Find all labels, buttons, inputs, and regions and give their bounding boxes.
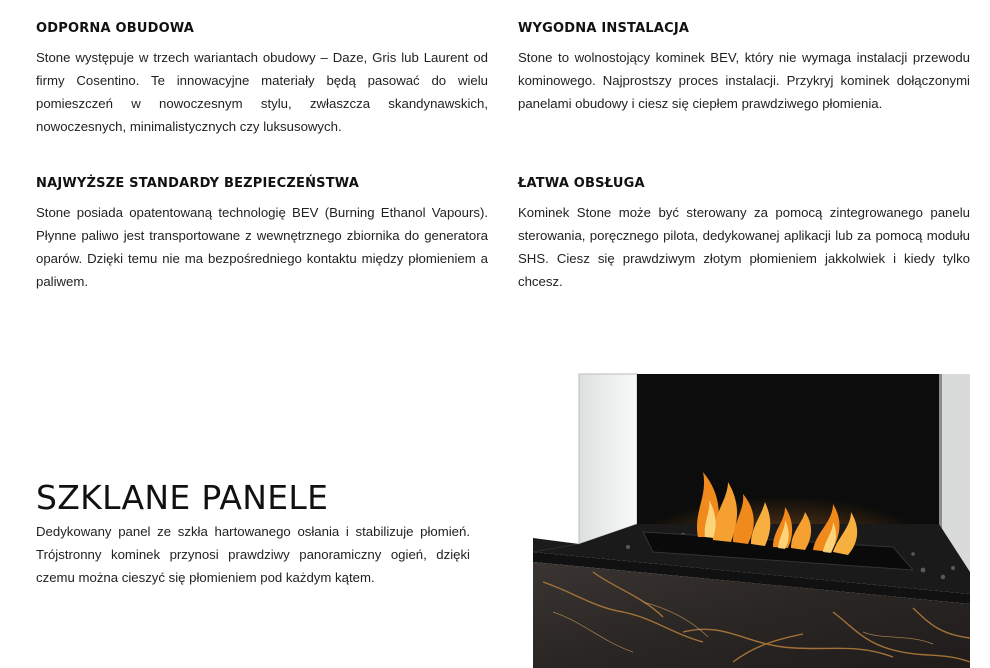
feature-title: ŁATWA OBSŁUGA xyxy=(518,176,645,191)
feature-safety-standards xyxy=(36,176,488,293)
section-text: Dedykowany panel ze szkła hartowanego osłania i stabilizuje płomień. Trójstronny kominek przynosi prawdziwy panoramiczny ogień, dzięki czemu można cieszyć się płomieniem pod każdym kątem. xyxy=(36,524,470,585)
feature-title: ODPORNA OBUDOWA xyxy=(36,21,195,36)
feature-title: WYGODNA INSTALACJA xyxy=(518,21,690,36)
section-heading: SZKLANE PANELE xyxy=(36,478,329,517)
glass-panels-section xyxy=(36,478,470,589)
feature-text: Stone posiada opatentowaną technologię BEV (Burning Ethanol Vapours). Płynne paliwo jest transportowane z wewnętrznego zbiornika do generatora oparów. Dzięki temu nie ma bezpośredniego kontaktu między płomieniem a paliwem. xyxy=(36,205,488,289)
feature-text: Kominek Stone może być sterowany za pomocą zintegrowanego panelu sterowania, poręcznego pilota, dedykowanej aplikacji lub za pomocą modułu SHS. Ciesz się prawdziwym złotym płomieniem jakkolwiek i kiedy tylko chcesz. xyxy=(518,205,970,289)
feature-text: Stone występuje w trzech wariantach obudowy – Daze, Gris lub Laurent od firmy Cosentino. Te innowacyjne materiały będą pasować do wielu pomieszczeń w nowoczesnym stylu, zwłaszcza skandynawskich, nowoczesnych, minimalistycznych czy luksusowych. xyxy=(36,50,488,134)
feature-title: NAJWYŻSZE STANDARDY BEZPIECZEŃSTWA xyxy=(36,176,359,191)
feature-durable-housing xyxy=(36,21,488,138)
feature-easy-installation xyxy=(518,21,970,115)
feature-easy-operation xyxy=(518,176,970,293)
fireplace-product-image xyxy=(533,372,970,668)
feature-text: Stone to wolnostojący kominek BEV, który nie wymaga instalacji przewodu kominowego. Najprostszy proces instalacji. Przykryj kominek dołączonymi panelami obudowy i ciesz się ciepłem prawdziwego płomienia. xyxy=(518,50,970,111)
